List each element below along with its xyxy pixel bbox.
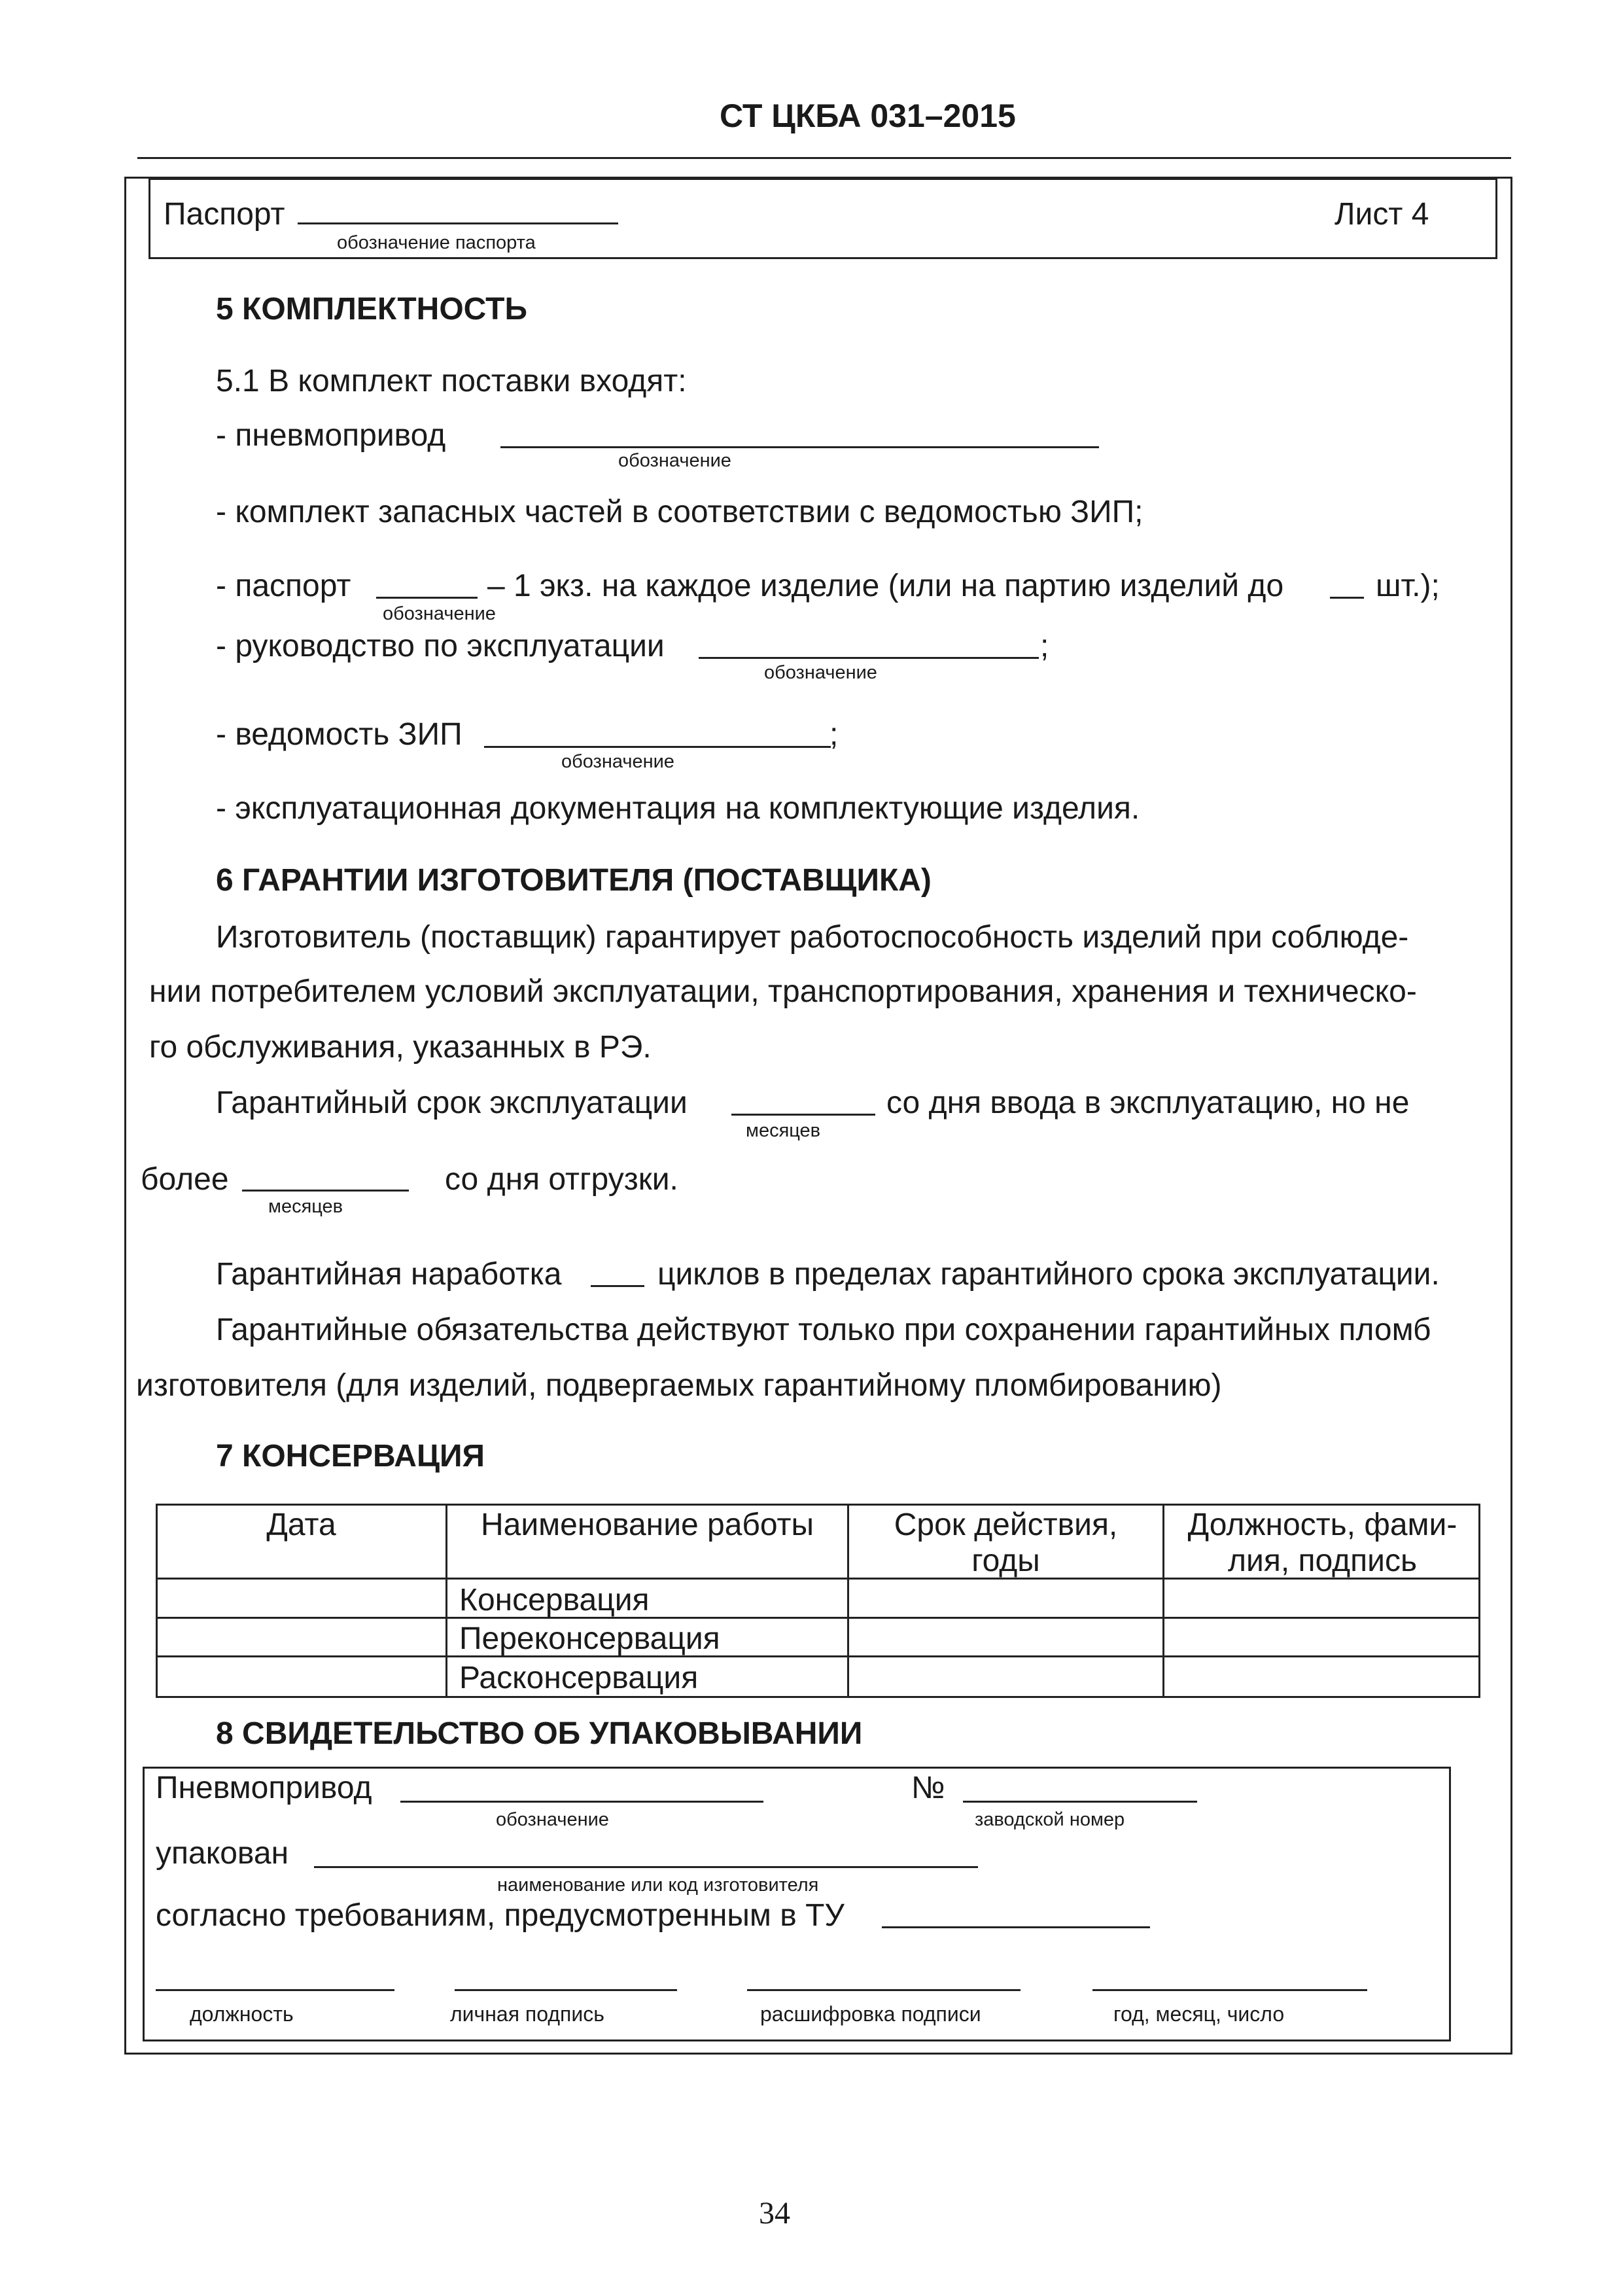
s5-manual-label: - руководство по эксплуатации: [216, 629, 665, 663]
s8-drive-caption: обозначение: [496, 1809, 609, 1830]
table-row-conservation: Консервация: [459, 1583, 650, 1617]
s5-drive-field[interactable]: [500, 446, 1099, 448]
sig-signature-caption: личная подпись: [450, 2002, 604, 2026]
s6-p3-a: Гарантийная наработка: [216, 1257, 562, 1292]
th-validity-1: Срок действия,: [894, 1508, 1118, 1542]
s5-passport-tail: – 1 экз. на каждое изделие (или на партию изделий до: [487, 569, 1284, 603]
s5-zip-caption: обозначение: [561, 751, 674, 772]
th-date: Дата: [266, 1508, 336, 1542]
sig-position-field[interactable]: [156, 1989, 394, 1991]
s6-cycles-field[interactable]: [591, 1285, 644, 1287]
doc-code: СТ ЦКБА 031–2015: [720, 97, 1016, 134]
th-work-name: Наименование работы: [480, 1508, 814, 1542]
s6-p2-a: Гарантийный срок эксплуатации: [216, 1086, 688, 1120]
s8-tu-label: согласно требованиям, предусмотренным в ТУ: [156, 1898, 845, 1933]
table-row-sep-2: [156, 1617, 1480, 1619]
s5-docs: - эксплуатационная документация на комплектующие изделия.: [216, 791, 1140, 826]
s8-tu-field[interactable]: [882, 1926, 1150, 1928]
s5-manual-field[interactable]: [699, 657, 1039, 659]
s5-passport-caption: обозначение: [383, 603, 496, 624]
passport-label: Паспорт: [164, 197, 285, 232]
s5-manual-end: ;: [1040, 629, 1049, 663]
s5-intro: 5.1 В комплект поставки входят:: [216, 364, 687, 398]
s6-p3-b: циклов в пределах гарантийного срока эксплуатации.: [657, 1257, 1440, 1292]
s5-passport-end: шт.);: [1376, 569, 1440, 603]
s6-warranty-months-field[interactable]: [731, 1114, 875, 1116]
sig-date-field[interactable]: [1092, 1989, 1367, 1991]
s5-spare: - комплект запасных частей в соответствии с ведомостью ЗИП;: [216, 495, 1143, 529]
s5-zip-end: ;: [829, 717, 839, 752]
s8-packed-label: упакован: [156, 1836, 289, 1871]
s8-packed-caption: наименование или код изготовителя: [497, 1875, 819, 1896]
sig-position-caption: должность: [190, 2002, 294, 2026]
s8-drive-field[interactable]: [400, 1801, 763, 1803]
s8-number-caption: заводской номер: [975, 1809, 1125, 1830]
s5-passport-field[interactable]: [376, 597, 478, 599]
s5-passport-count-field[interactable]: [1330, 597, 1364, 599]
s8-number-sign: №: [911, 1771, 945, 1805]
s5-zip-field[interactable]: [484, 746, 831, 748]
s6-p2-d: со дня отгрузки.: [445, 1162, 678, 1197]
sig-signature-field[interactable]: [455, 1989, 677, 1991]
s6-p2-caption2: месяцев: [268, 1196, 343, 1217]
sheet-number: Лист 4: [1335, 197, 1429, 232]
s6-shipping-months-field[interactable]: [242, 1190, 409, 1192]
s5-drive-caption: обозначение: [618, 450, 731, 471]
table-row-sep-3: [156, 1655, 1480, 1657]
s6-p1-line3: го обслуживания, указанных в РЭ.: [149, 1030, 652, 1065]
s6-p1-line1: Изготовитель (поставщик) гарантирует работоспособность изделий при соблюде-: [216, 920, 1409, 955]
passport-caption: обозначение паспорта: [337, 232, 536, 253]
table-row-reconservation: Переконсервация: [459, 1621, 720, 1656]
header-rule: [137, 157, 1511, 159]
s8-manufacturer-field[interactable]: [314, 1866, 978, 1868]
s5-title: 5 КОМПЛЕКТНОСТЬ: [216, 292, 527, 327]
s6-p2-b: со дня ввода в эксплуатацию, но не: [886, 1086, 1410, 1120]
sig-decode-field[interactable]: [747, 1989, 1021, 1991]
s8-serial-field[interactable]: [963, 1801, 1197, 1803]
page-number: 34: [759, 2196, 790, 2231]
s7-title: 7 КОНСЕРВАЦИЯ: [216, 1439, 485, 1474]
table-row-deconservation: Расконсервация: [459, 1661, 699, 1695]
passport-field[interactable]: [298, 222, 618, 224]
th-position-2: лия, подпись: [1228, 1544, 1417, 1578]
sig-date-caption: год, месяц, число: [1113, 2002, 1285, 2026]
s5-passport-label: - паспорт: [216, 569, 351, 603]
s5-zip-label: - ведомость ЗИП: [216, 717, 462, 752]
s6-title: 6 ГАРАНТИИ ИЗГОТОВИТЕЛЯ (ПОСТАВЩИКА): [216, 863, 932, 898]
s6-p1-line2: нии потребителем условий эксплуатации, транспортирования, хранения и техническо-: [149, 974, 1417, 1009]
s6-p2-caption: месяцев: [746, 1120, 821, 1141]
s5-manual-caption: обозначение: [764, 662, 877, 683]
sig-decode-caption: расшифровка подписи: [760, 2002, 981, 2026]
s8-drive-label: Пневмопривод: [156, 1771, 372, 1805]
th-position-1: Должность, фами-: [1187, 1508, 1457, 1542]
s6-p4-line2: изготовителя (для изделий, подвергаемых гарантийному пломбированию): [136, 1368, 1222, 1403]
s5-drive-label: - пневмопривод: [216, 418, 446, 453]
s6-p2-c: более: [141, 1162, 229, 1197]
s8-title: 8 СВИДЕТЕЛЬСТВО ОБ УПАКОВЫВАНИИ: [216, 1716, 863, 1751]
s6-p4-line1: Гарантийные обязательства действуют только при сохранении гарантийных пломб: [216, 1313, 1431, 1347]
th-validity-2: годы: [971, 1544, 1040, 1578]
